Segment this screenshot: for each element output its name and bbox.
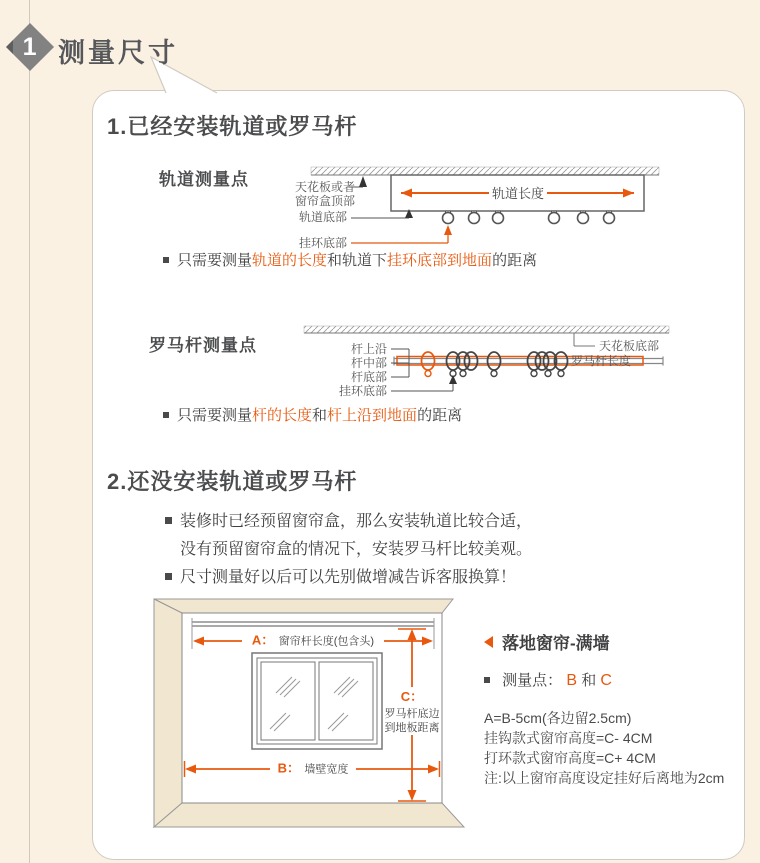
bullet-square (484, 677, 490, 683)
rod-top-label: 杆上沿 (350, 342, 387, 356)
bullet-square (165, 517, 172, 524)
rod-rings (422, 352, 568, 370)
arrow-c-line2: 到地板距离 (384, 722, 440, 734)
panel-title: 落地窗帘-满墙 (502, 634, 610, 653)
rod-diagram (291, 317, 676, 407)
arrow-c-prefix: C： (400, 689, 424, 704)
rod-note: 只需要测量杆的长度和杆上沿到地面的距离 (163, 404, 462, 425)
track-diagram (291, 157, 671, 257)
formula-line: 注:以上窗帘高度设定挂好后离地为2cm (484, 770, 725, 786)
step-badge-diamond (6, 23, 54, 71)
arrow-a-label: 窗帘杆长度(包含头) (278, 635, 375, 648)
ceiling-hatch (311, 167, 659, 175)
arrow-c-line1: 罗马杆底边 (384, 708, 440, 720)
section2-heading: 2.还没安装轨道或罗马杆 (107, 469, 358, 494)
rod-measure-label: 罗马杆测量点 (149, 336, 257, 355)
ceiling-bottom-label: 天花板底部 (599, 339, 660, 353)
formula-line: 挂钩款式窗帘高度=C- 4CM (484, 730, 653, 746)
step-number: 1 (23, 32, 37, 61)
content-card (92, 90, 745, 860)
left-guide-line (29, 0, 30, 863)
rod-mid-label: 杆中部 (350, 356, 387, 370)
arrow-b-label: 墙壁宽度 (304, 763, 349, 776)
bullet-line: 尺寸测量好以后可以先别做增减告诉客服换算！ (165, 567, 605, 588)
ceiling-label-line2: 窗帘盒顶部 (295, 194, 356, 208)
rod-ring-bottom-label: 挂环底部 (338, 384, 387, 398)
bullet-line-continued: 没有预留窗帘盒的情况下，安装罗马杆比较美观。 (180, 541, 533, 558)
track-note: 只需要测量轨道的长度和轨道下挂环底部到地面的距离 (163, 249, 537, 270)
bullet-line: 装修时已经预留窗帘盒，那么安装轨道比较合适， (165, 511, 605, 532)
track-measure-label: 轨道测量点 (159, 170, 249, 189)
panel-formulas (484, 708, 734, 788)
ceiling-hatch (304, 326, 669, 333)
panel-measure-points: 测量点： B 和 C (484, 669, 734, 690)
arrow-a-prefix: A： (251, 632, 275, 648)
window-diagram (146, 591, 466, 836)
bullet-square (163, 257, 169, 263)
ceiling-bottom-pointer (574, 333, 595, 346)
rod-length-label: 罗马杆长度 (570, 354, 632, 368)
ring-bottom-label: 挂环底部 (298, 236, 347, 250)
section1-heading: 1.已经安装轨道或罗马杆 (107, 114, 358, 139)
panel-title-row (484, 629, 734, 654)
rod-ring-eyelets (425, 371, 564, 377)
page-title: 测量尺寸 (58, 38, 178, 68)
formula-line: 打环款式窗帘高度=C+ 4CM (484, 750, 656, 766)
track-length-label: 轨道长度 (491, 186, 545, 201)
left-triangle-icon (484, 636, 493, 648)
ceiling-label-line1: 天花板或者 (295, 180, 356, 194)
ring-bottom-up-arrow (449, 375, 457, 384)
section2-bullets (165, 511, 605, 595)
track-hooks (443, 211, 615, 224)
formula-line: A=B-5cm(各边留2.5cm) (484, 710, 632, 726)
bullet-square (163, 412, 169, 418)
bullet-square (165, 573, 172, 580)
window (252, 653, 382, 749)
info-panel (484, 629, 734, 788)
ring-bottom-pointer (351, 225, 452, 243)
rod-bottom-label: 杆底部 (350, 370, 387, 384)
arrow-b-prefix: B： (277, 760, 300, 776)
track-bottom-label: 轨道底部 (298, 210, 347, 224)
